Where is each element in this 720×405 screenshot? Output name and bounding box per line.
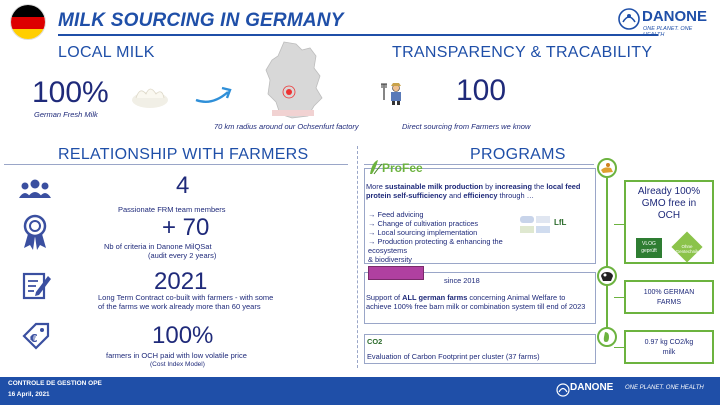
map-legend-swatch <box>272 110 314 116</box>
local-milk-caption: German Fresh Milk <box>34 110 98 119</box>
co2-icon <box>597 327 617 347</box>
co2-kpi-text: 0.97 kg CO2/kg milk <box>644 339 694 356</box>
transparency-number: 100 <box>456 74 507 107</box>
footprint-icon <box>599 329 615 345</box>
contract-edit-icon <box>22 270 52 300</box>
germany-map <box>262 40 324 120</box>
welfare-since: since 2018 <box>444 276 480 285</box>
farmers-paid-value: 100% <box>152 322 214 349</box>
title-underline <box>58 34 658 36</box>
german-farms-text: 100% GERMAN FARMS <box>643 289 695 306</box>
danone-flower-icon <box>618 8 640 30</box>
relationship-heading: RELATIONSHIP WITH FARMERS <box>58 146 309 163</box>
criteria-sublabel: (audit every 2 years) <box>148 251 217 260</box>
section-divider <box>357 146 358 368</box>
gmo-free-text: Already 100% GMO free in OCH <box>637 186 701 221</box>
partner-logo <box>520 226 534 233</box>
criteria-value: + 70 <box>162 214 210 241</box>
feed-icon <box>597 158 617 178</box>
map-caption: 70 km radius around our Ochsenfurt factory <box>214 122 359 131</box>
program-connector-line <box>606 178 608 338</box>
contract-label: Long Term Contract co-built with farmers - with some <box>98 293 274 302</box>
euro-price-tag-icon <box>20 320 52 352</box>
relationship-divider <box>4 164 348 165</box>
vlog-badge: VLOG geprüft <box>636 238 662 258</box>
profee-label: ProFee <box>382 161 423 175</box>
connector-farms <box>614 297 624 298</box>
profee-bullet: → Local sourcing implementation <box>368 228 478 237</box>
award-ribbon-icon <box>20 214 50 252</box>
svg-text:€: € <box>30 332 38 345</box>
logo-wordmark: DANONE <box>642 8 708 25</box>
farmers-paid-label: farmers in OCH paid with low volatile price <box>106 351 247 360</box>
profee-bullet: & biodiversity <box>368 255 412 264</box>
team-members-value: 4 <box>176 172 190 199</box>
germany-flag-icon <box>10 4 46 40</box>
partner-logo <box>520 216 534 223</box>
animal-welfare-label-logo <box>368 266 424 280</box>
contract-year-value: 2021 <box>154 268 208 295</box>
local-milk-value: 100% <box>32 76 109 109</box>
co2-label: CO2 <box>367 337 383 346</box>
footer-danone-flower-icon <box>556 383 570 397</box>
partner-logo <box>536 226 550 233</box>
welfare-text: Support of ALL german farms concerning Animal Welfare to achieve 100% free barn milk or combination system till end of 2023 <box>366 293 586 311</box>
contract-sublabel: of the farms we work already more than 60 years <box>98 302 261 311</box>
programs-heading: PROGRAMS <box>470 146 566 163</box>
profee-bullet-list <box>368 210 528 264</box>
footer-date: 16 April, 2021 <box>8 391 50 398</box>
transparency-heading: TRANSPARENCY & TRACABILITY <box>392 44 653 61</box>
page-title: MILK SOURCING IN GERMANY <box>58 10 344 31</box>
ohne-gentechnik-label: Ohne Gentechnik <box>675 244 699 254</box>
profee-intro: More sustainable milk production by increasing the local feed protein self-sufficiency and efficiency through … <box>366 182 581 200</box>
partner-logo <box>536 216 550 223</box>
co2-text: Evaluation of Carbon Footprint per cluster (37 farms) <box>367 352 540 361</box>
criteria-label: Nb of criteria in Danone MilQSat <box>104 242 212 251</box>
team-members-label: Passionate FRM team members <box>118 205 226 214</box>
co2-kpi-box <box>624 330 714 364</box>
profee-bullet: → Change of cultivation practices <box>368 219 479 228</box>
german-farms-box <box>624 280 714 314</box>
team-icon <box>18 178 52 200</box>
connector-co2 <box>614 347 624 348</box>
lfl-logo: LfL <box>554 218 567 227</box>
arrow-icon <box>194 84 234 106</box>
footer-department: CONTROLE DE GESTION OPE <box>8 380 102 387</box>
danone-logo <box>618 4 714 40</box>
farmers-paid-sublabel: (Cost Index Model) <box>150 361 205 368</box>
cow-icon <box>599 268 615 284</box>
gmo-free-box <box>624 180 714 264</box>
logo-tagline: ONE PLANET. ONE HEALTH <box>643 26 693 38</box>
connector-gmo <box>614 224 624 225</box>
profee-bullet: → Production protecting & enhancing the ecosystems <box>368 237 503 255</box>
profee-bullet: → Feed advicing <box>368 210 424 219</box>
profee-logo <box>368 158 423 176</box>
farmer-icon <box>380 80 406 106</box>
animal-welfare-icon <box>597 266 617 286</box>
local-milk-heading: LOCAL MILK <box>58 44 155 61</box>
hand-grain-icon <box>599 160 615 176</box>
transparency-caption: Direct sourcing from Farmers we know <box>402 122 531 131</box>
footer-logo-wordmark: DANONE <box>570 382 614 393</box>
footer-logo-tagline: ONE PLANET. ONE HEALTH <box>625 385 704 391</box>
milk-splash-icon <box>128 84 172 110</box>
